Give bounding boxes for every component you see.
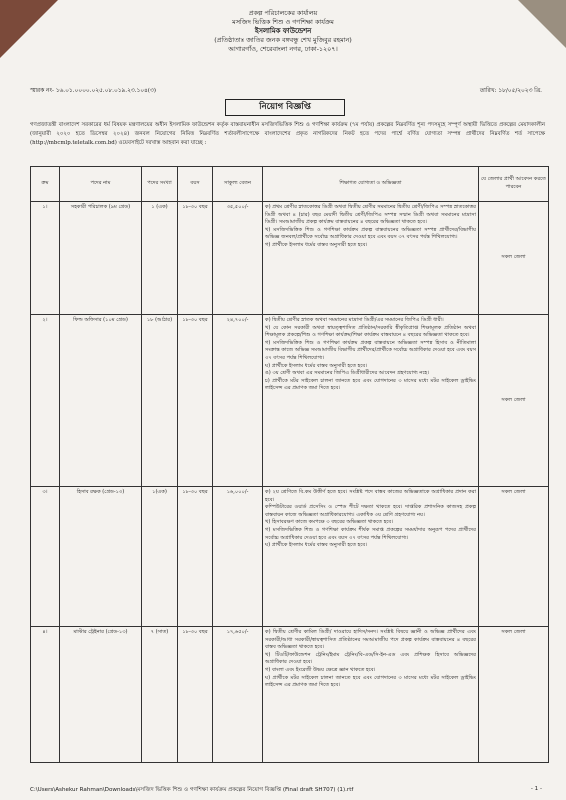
age-cell: ১৮-৩০ বছর	[178, 202, 213, 315]
district-cell: সকল জেলা	[479, 315, 549, 487]
address-line: আগারগাঁও, শেরেবাংলা নগর, ঢাকা-১২০৭।	[228, 45, 338, 53]
post-count-cell: ১(এক)	[142, 487, 178, 627]
salary-cell: ৩৫,৫০০/-	[213, 202, 263, 315]
qualification-item: গ) বাংলা এবং ইংরেজী উভয় ক্ষেত্রে জ্ঞান থাকতে হবে।	[265, 666, 376, 673]
serial-cell: ৩।	[31, 487, 60, 627]
column-header: ক্রম	[31, 167, 60, 202]
age-cell: ১৮-৩০ বছর	[178, 315, 213, 487]
post-name-cell: ফিল্ড অফিসার (১০ম গ্রেড)	[60, 315, 142, 487]
file-path: C:\Users\Ashekur Rahman\Downloads\মসজিদ ভিত্তিক শিশু ও গণশিক্ষা কার্যক্রম প্রকল্পের নিয়োগ বিজ্ঞপ্তি (Final draft SH707) (1).rtf	[30, 787, 354, 793]
post-count-cell: ৭ (সাত)	[142, 627, 178, 763]
qualification-item: খ) যে কোন সরকারী অথবা স্বায়ত্ত্বশাসিত প্রতিষ্ঠান/সরকারি স্বীকৃতিপ্রাপ্ত শিক্ষামূলক প্রতিষ্ঠান অথবা শিক্ষামূলক প্রকল্পে/শিশু ও গণশিক্ষা কার্যক্রম/শিক্ষা কার্যক্রম বাস্তবায়নে ৪ বছরের অভিজ্ঞতা থাকতে হবে।	[265, 324, 476, 339]
vacancy-table	[30, 166, 549, 763]
salary-cell: ১৭,৬৫০/-	[213, 627, 263, 763]
program-name: মসজিদ ভিত্তিক শিশু ও গণশিক্ষা কার্যক্রম	[232, 18, 334, 26]
qualification-item: খ) টিওটি/ফাউন্ডেশন ট্রেনিং/ইমাম ট্রেনিং/বি-এড/সি-ইন-এড এবং প্রশিক্ষক হিসাবে অভিজ্ঞদের অগ্রাধিকার দেওয়া হবে।	[265, 651, 476, 666]
organization-name: ইসলামিক ফাউন্ডেশন	[254, 27, 312, 35]
serial-cell: ১।	[31, 202, 60, 315]
notice-title: নিয়োগ বিজ্ঞপ্তি	[225, 99, 345, 116]
post-name-cell: হিসাব রক্ষক (গ্রেড-১৩)	[60, 487, 142, 627]
table-row	[31, 202, 549, 315]
post-name-cell: সহকারী পরিচালক (৯ম গ্রেড)	[60, 202, 142, 315]
office-title: প্রকল্প পরিচালকের কার্যালয়	[248, 9, 318, 17]
qualification-item: গ) মসজিদভিত্তিক শিশু ও গণশিক্ষা কার্যক্রম প্রকল্প বাস্তবায়নে অভিজ্ঞতা সম্পন্ন হিসাব ও নীতিমালা সংক্রান্ত কাজে অভিজ্ঞ সমআমাজীয় বিভাগীয় প্রার্থীদের/প্রার্থীকে সর্বোচ্চ অগ্রাধিকার দেওয়া হবে এবং বয়স ৩৭ বৎসর পর্যন্ত শিথিলযোগ্য।	[265, 339, 476, 361]
qualification-item: গ) প্রার্থীকে ইসলাম ধর্মের বাস্তব অনুসারী হতে হবে।	[265, 241, 368, 248]
qualification-cell	[263, 315, 479, 487]
founder-line: (প্রতিষ্ঠাতাঃ জাতির জনক বঙ্গবন্ধু শেখ মুজিবুর রহমান)	[214, 36, 352, 44]
serial-cell: ৪।	[31, 627, 60, 763]
page-number: - 1 -	[530, 786, 542, 792]
column-header: বয়স	[178, 167, 213, 202]
table-row	[31, 627, 549, 763]
post-count-cell: ১ (এক)	[142, 202, 178, 315]
age-cell: ১৮-৩০ বছর	[178, 487, 213, 627]
salary-cell: ২৪,৭০০/-	[213, 315, 263, 487]
district-cell: সকল জেলা	[479, 487, 549, 627]
qualification-item: ঘ) প্রার্থীকে মটর সাইকেল চালনা জানতে হবে এবং যোগদানের ৩ মাসের মধ্যে মটর সাইকেল ড্রাইভিং লাইসেন্স এর প্রমাণক জমা দিতে হবে।	[265, 674, 476, 689]
intro-paragraph: গণপ্রজাতন্ত্রী বাংলাদেশ সরকারের ধর্ম বিষয়ক মন্ত্রণালয়ের অধীন ইসলামিক ফাউন্ডেশন কর্তৃক বাস্তবায়নাধীন মসজিদভিত্তিক শিশু ও গণশিক্ষা কার্যক্রম (৭ম পর্যায়) প্রকল্পের নিম্নবর্ণিত শূন্য পদসমূহে সম্পূর্ণ অস্থায়ী ভিত্তিতে প্রকল্পের মেয়াদকালীন (জানুয়ারী ২০২০ হতে ডিসেম্বর ২০২৪) জনবল নিয়োগের নিমিত্ত নিম্নবর্ণিত শর্তাবলীসাপেক্ষে বাংলাদেশের প্রকৃত নাগরিকদের নিকট হতে পদের পার্শ্বে বর্ণিত যোগ্যতা সম্পন্ন প্রার্থীদের নিম্নবর্ণিত শর্ত সাপেক্ষে (http://mbcmlp.teletalk.com.bd) ওয়েবসাইটে দরখাস্ত আহবান করা যাচ্ছে :	[30, 122, 545, 146]
qualification-item: চ) প্রার্থীকে মটর সাইকেল চালনা জানতে হবে এবং যোগদানের ৩ মাসের মধ্যে মটর সাইকেল ড্রাইভিং লাইসেন্স এর প্রমাণক জমা দিতে হবে।	[265, 377, 476, 392]
qualification-item: কম্পিউটারের ওয়ার্ড প্রসেসিং ও স্পেড শীটে দক্ষতা থাকতে হবে। দাপ্তরিক প্রশাসনিক কাজসহ প্রকল্প বাস্তবায়ন কাজে অভিজ্ঞতা অগ্রাধিকারযোগ্য। একাধিক ৩য় শ্রেণি গ্রহণযোগ্য নয়।	[265, 504, 476, 518]
qualification-item: ঘ) প্রার্থীকে ইসলাম ধর্মের বাস্তব অনুসারী হতে হবে।	[265, 362, 368, 369]
column-header: পদের নাম	[60, 167, 142, 202]
memo-date: তারিখ: ১৮/০৫/২০২৩ খ্রি.	[479, 88, 542, 94]
document-footer	[30, 786, 550, 795]
post-name-cell: মাস্টার ট্রেইনার (গ্রেড-১৩)	[60, 627, 142, 763]
qualification-item: ক) দ্বিতীয় শ্রেণীর কামিল ডিগ্রী/ দাওরায়ে হাদিস/সনদ। সংশ্লিষ্ট বিষয়ে জ্ঞানী ও অভিজ্ঞ প্রার্থীদের এবং সরকারী/আধা সরকারী/স্বায়ত্বশাসিত প্রতিষ্ঠানের সমআমাজীয় পদে প্রকল্প কার্যক্রম বাস্তবায়নের ৪ বছরের বাস্তব অভিজ্ঞতা থাকতে হবে।	[265, 629, 476, 651]
table-row	[31, 315, 549, 487]
column-header: যে জেলার প্রার্থী আবেদন করতে পারবেন	[479, 167, 549, 202]
qualification-item: ক) প্রথম শ্রেণীর স্নাতকোত্তর ডিগ্রী অথবা দ্বিতীয় শ্রেণীর সমমানের দ্বিতীয় শ্রেণী/জিপিএ সম্পন্ন স্নাতকোত্তর ডিগ্রী অথবা ৪ (চার) বছর মেয়াদী দ্বিতীয় শ্রেণী/জিপিএ সম্পন্ন সম্মান ডিগ্রী অথবা সমমানের মাদ্রাসা ডিগ্রী। সমআমাজীয় প্রকল্প কার্যক্রম বাস্তবায়নের ৪ বছরের অভিজ্ঞতা থাকতে হবে।	[265, 204, 476, 226]
column-header: পদের সংখ্যা	[142, 167, 178, 202]
district-cell: সকল জেলা	[479, 627, 549, 763]
salary-cell: ১৬,০০০/-	[213, 487, 263, 627]
qualification-item: ঘ) প্রার্থীকে ইসলাম ধর্মের বাস্তব অনুসারী হতে হবে।	[265, 542, 368, 549]
column-header: শিক্ষাগত যোগ্যতা ও অভিজ্ঞতা	[263, 167, 479, 202]
qualification-cell	[263, 487, 479, 627]
qualification-cell	[263, 202, 479, 315]
district-cell: সকল জেলা	[479, 202, 549, 315]
qualification-item: গ) মসজিদভিত্তিক শিশু ও গণশিক্ষা কার্যক্রম শীর্ষক সমাপ্ত প্রকল্পের সমমর্যাদার অনুরূপ পদের প্রার্থীদের সর্বোচ্চ অগ্রাধিকার দেওয়া হবে এবং বয়স ৩৭ বৎসর পর্যন্ত শিথিলযোগ্য।	[265, 526, 476, 541]
qualification-item: ঙ) ৩য় শ্রেণী অথবা এর সমমানের জিপিএ ডিগ্রীধারীদের আবেদন গ্রহণযোগ্য নহে।	[265, 370, 429, 377]
qualification-item: ক) দ্বিতীয় শ্রেণীর স্নাতক অথবা সমমানের মাদ্রাসা ডিগ্রী/এর সমমানের জিপিএ ডিগ্রী ধারী।	[265, 317, 444, 323]
qualification-item: ক) ২য় শ্রেণিতে বি.কম উত্তীর্ণ হতে হবে। সংশ্লিষ্ট পদে বাস্তব কাজের অভিজ্ঞতাকে অগ্রাধিকার প্রদান করা হবে।	[265, 489, 476, 503]
table-header-row	[31, 167, 549, 202]
memo-number: স্মারক নং- ১৬.০১.০০০০.০২৫.০৮.০১৯.২৩.১০৪(৩)	[30, 88, 157, 94]
post-count-cell: ১৮ (আঠার)	[142, 315, 178, 487]
serial-cell: ২।	[31, 315, 60, 487]
qualification-item: খ) মসজিদভিত্তিক শিশু ও গণশিক্ষা কার্যক্রম প্রকল্প বাস্তবায়নের অভিজ্ঞতা সম্পন্ন প্রার্থীদের/বিভাগীয় অভিজ্ঞ জনবল/প্রার্থীকে সর্বোচ্চ অগ্রাধিকার দেওয়া হবে এবং বয়স ৩৭ বৎসর পর্যন্ত শিথিলযোগ্য।	[265, 226, 476, 241]
qualification-cell	[263, 627, 479, 763]
column-header: সাকুল্য বেতন	[213, 167, 263, 202]
qualification-item: খ) হিসাবরক্ষণ কাজে কমপক্ষে ৩ বছরের অভিজ্ঞতা থাকতে হবে।	[265, 519, 394, 526]
table-row	[31, 487, 549, 627]
age-cell: ১৮-৩০ বছর	[178, 627, 213, 763]
